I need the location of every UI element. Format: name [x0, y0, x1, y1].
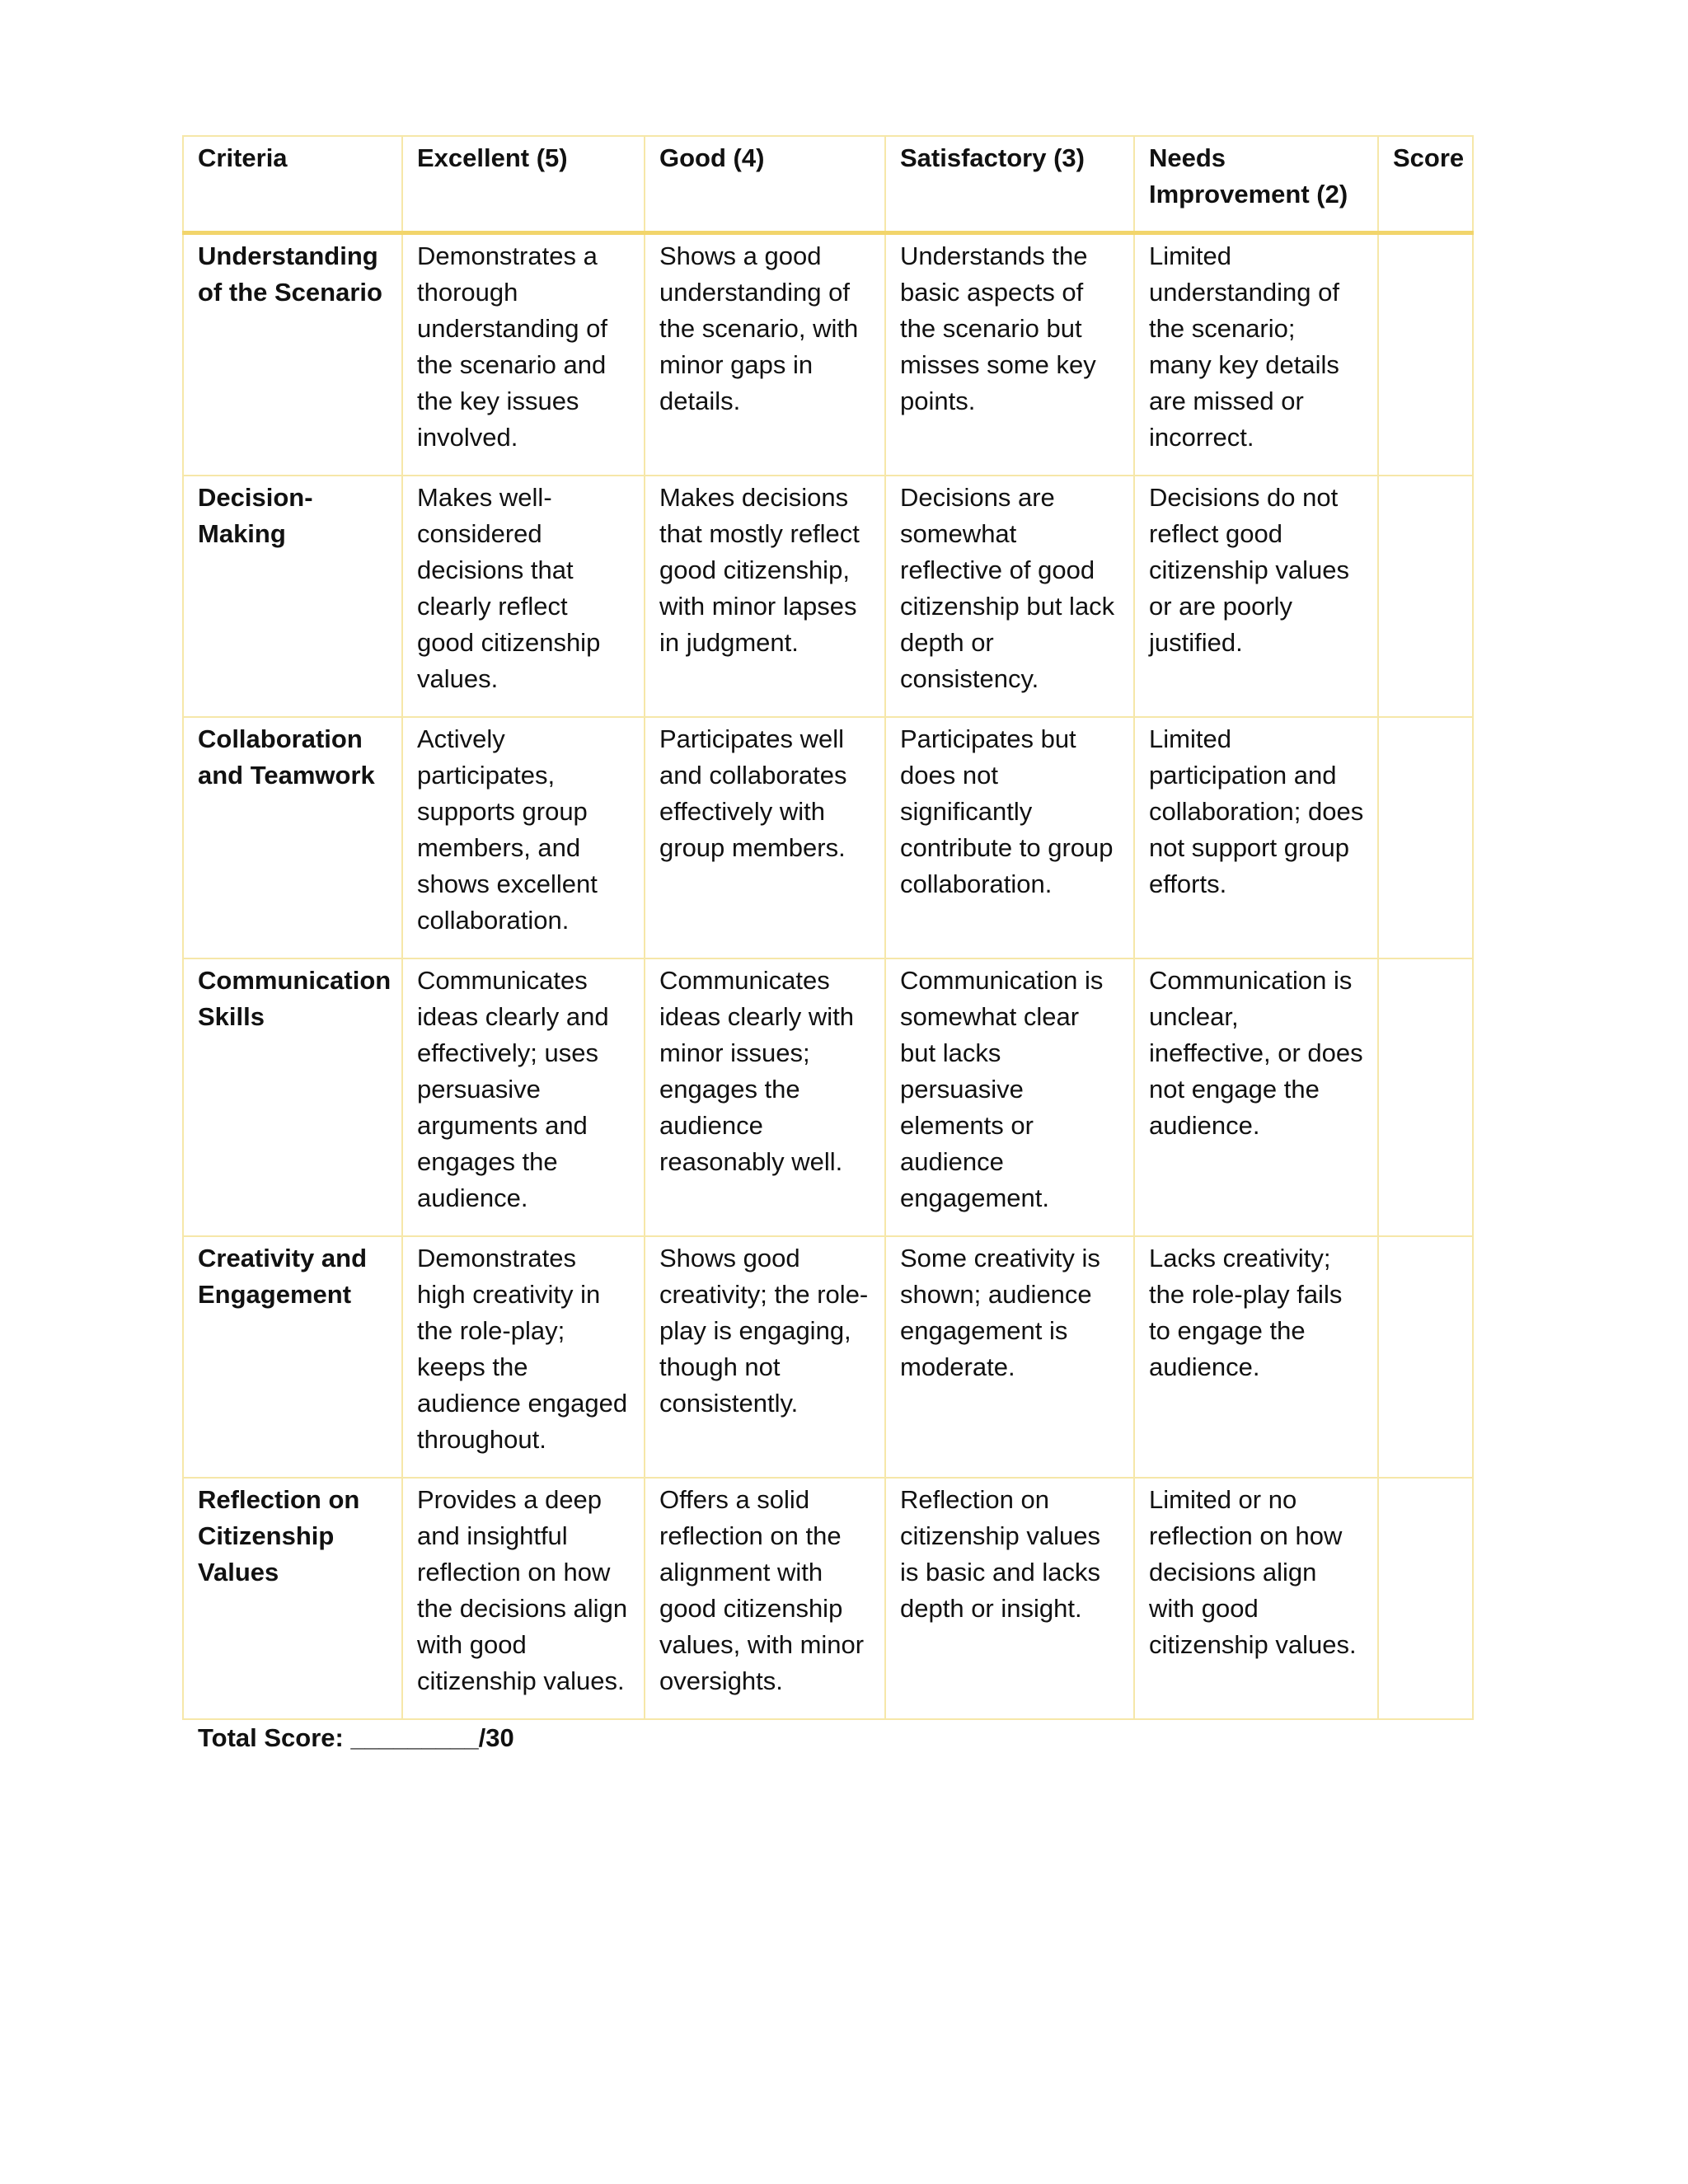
excellent-cell: Makes well-considered decisions that clearly reflect good citizenship values.	[402, 476, 645, 717]
satisfactory-cell: Participates but does not significantly contribute to group collaboration.	[885, 717, 1134, 958]
header-excellent: Excellent (5)	[402, 136, 645, 233]
satisfactory-cell: Understands the basic aspects of the scenario but misses some key points.	[885, 233, 1134, 476]
satisfactory-cell: Reflection on citizenship values is basic and lacks depth or insight.	[885, 1478, 1134, 1719]
header-needs-improvement: Needs Improvement (2)	[1134, 136, 1378, 233]
rubric-table	[182, 135, 1474, 1720]
table-row	[183, 958, 1473, 1236]
total-score-line: Total Score: _________/30	[198, 1723, 514, 1752]
needs-improvement-cell: Lacks creativity; the role-play fails to engage the audience.	[1134, 1236, 1378, 1478]
header-criteria: Criteria	[183, 136, 402, 233]
criterion-cell: Collaboration and Teamwork	[183, 717, 402, 958]
score-cell[interactable]	[1378, 958, 1473, 1236]
needs-improvement-cell: Decisions do not reflect good citizenship values or are poorly justified.	[1134, 476, 1378, 717]
good-cell: Shows good creativity; the role-play is engaging, though not consistently.	[645, 1236, 885, 1478]
header-score: Score	[1378, 136, 1473, 233]
excellent-cell: Demonstrates high creativity in the role-play; keeps the audience engaged throughout.	[402, 1236, 645, 1478]
good-cell: Makes decisions that mostly reflect good citizenship, with minor lapses in judgment.	[645, 476, 885, 717]
needs-improvement-cell: Limited participation and collaboration; does not support group efforts.	[1134, 717, 1378, 958]
table-row	[183, 717, 1473, 958]
good-cell: Offers a solid reflection on the alignment with good citizenship values, with minor oversights.	[645, 1478, 885, 1719]
header-good: Good (4)	[645, 136, 885, 233]
criterion-cell: Understanding of the Scenario	[183, 233, 402, 476]
score-cell[interactable]	[1378, 1236, 1473, 1478]
excellent-cell: Demonstrates a thorough understanding of the scenario and the key issues involved.	[402, 233, 645, 476]
good-cell: Communicates ideas clearly with minor issues; engages the audience reasonably well.	[645, 958, 885, 1236]
score-cell[interactable]	[1378, 1478, 1473, 1719]
criterion-cell: Creativity and Engagement	[183, 1236, 402, 1478]
criterion-cell: Communication Skills	[183, 958, 402, 1236]
needs-improvement-cell: Communication is unclear, ineffective, or does not engage the audience.	[1134, 958, 1378, 1236]
good-cell: Participates well and collaborates effectively with group members.	[645, 717, 885, 958]
satisfactory-cell: Some creativity is shown; audience engagement is moderate.	[885, 1236, 1134, 1478]
good-cell: Shows a good understanding of the scenario, with minor gaps in details.	[645, 233, 885, 476]
score-cell[interactable]	[1378, 233, 1473, 476]
table-row	[183, 1478, 1473, 1719]
criterion-cell: Reflection on Citizenship Values	[183, 1478, 402, 1719]
table-row	[183, 1236, 1473, 1478]
score-cell[interactable]	[1378, 717, 1473, 958]
excellent-cell: Actively participates, supports group members, and shows excellent collaboration.	[402, 717, 645, 958]
table-row	[183, 233, 1473, 476]
header-satisfactory: Satisfactory (3)	[885, 136, 1134, 233]
criterion-cell: Decision-Making	[183, 476, 402, 717]
needs-improvement-cell: Limited or no reflection on how decisions align with good citizenship values.	[1134, 1478, 1378, 1719]
excellent-cell: Provides a deep and insightful reflection on how the decisions align with good citizenship values.	[402, 1478, 645, 1719]
satisfactory-cell: Decisions are somewhat reflective of good citizenship but lack depth or consistency.	[885, 476, 1134, 717]
needs-improvement-cell: Limited understanding of the scenario; many key details are missed or incorrect.	[1134, 233, 1378, 476]
header-row	[183, 136, 1473, 233]
satisfactory-cell: Communication is somewhat clear but lacks persuasive elements or audience engagement.	[885, 958, 1134, 1236]
excellent-cell: Communicates ideas clearly and effectively; uses persuasive arguments and engages the audience.	[402, 958, 645, 1236]
table-row	[183, 476, 1473, 717]
score-cell[interactable]	[1378, 476, 1473, 717]
